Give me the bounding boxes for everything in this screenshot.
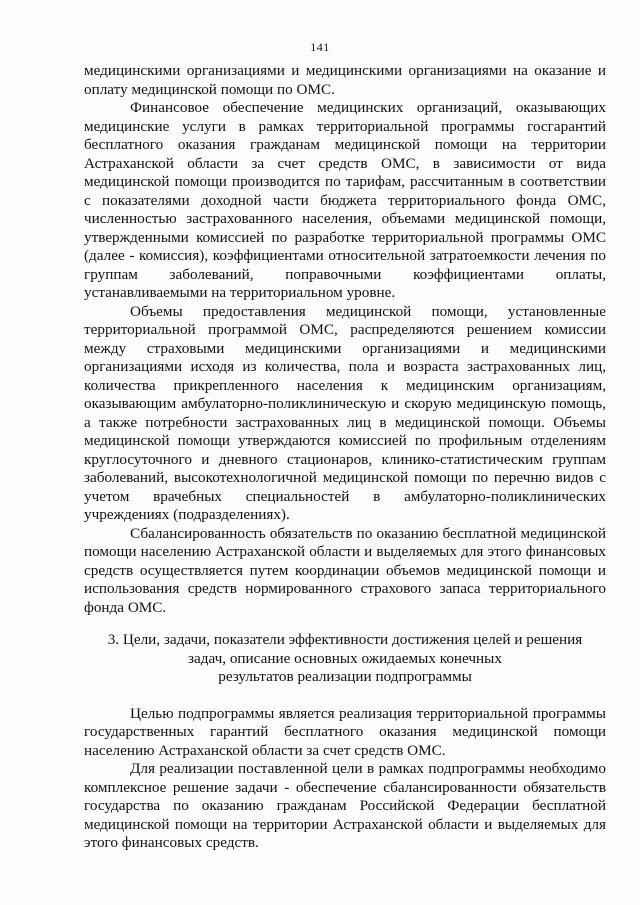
paragraph: Сбалансированность обязательств по оказанию бесплатной медицинской помощи населению Астраханской области и выделяемых для этого финансовых средств осуществляется путем координации объемов медицинской помощи и использования средств нормированного страхового запаса территориального фонда ОМС.: [84, 524, 606, 616]
section-heading-line: 3. Цели, задачи, показатели эффективности достижения целей и решения: [107, 631, 583, 648]
section-paragraph: Целью подпрограммы является реализация территориальной программы государственных гарантий бесплатного оказания медицинской помощи населению Астраханской области за счет средств ОМС.: [84, 704, 606, 759]
paragraph: Финансовое обеспечение медицинских организаций, оказывающих медицинские услуги в рамках территориальной программы госгарантий бесплатного оказания гражданам медицинской помощи на территории Астраханской области за счет средств ОМС, в зависимости от вида медицинской помощи производится по тарифам, рассчитанным в соответствии с показателями доходной части бюджета территориального фонда ОМС, численностью застрахованного населения, объемами медицинской помощи, утвержденными комиссией по разработке территориальной программы ОМС (далее - комиссия), коэффициентами относительной затратоемкости лечения по группам заболеваний, поправочными коэффициентами оплаты, устанавливаемыми на территориальном уровне.: [84, 99, 606, 301]
page-number: 141: [310, 40, 330, 54]
page-body: [84, 62, 606, 853]
section-paragraph: Для реализации поставленной цели в рамках подпрограммы необходимо комплексное решение задачи - обеспечение сбалансированности обязательств государства по оказанию гражданам Российской Федерации бесплатной медицинской помощи на территории Астраханской области и выделяемых для этого финансовых средств.: [84, 760, 606, 851]
paragraph: медицинскими организациями и медицинскими организациями на оказание и оплату медицинской помощи по ОМС.: [84, 62, 606, 98]
section-heading: [84, 631, 606, 687]
paragraph: Объемы предоставления медицинской помощи, установленные территориальной программой ОМС, распределяются решением комиссии между страховыми медицинскими организациями и медицинскими организациями исходя из количества, пола и возраста застрахованных лиц, количества прикрепленного населения к медицинским организациям, оказывающим амбулаторно-поликлиническую и скорую медицинскую помощь, а также потребности застрахованных лиц в медицинской помощи. Объемы медицинской помощи утверждаются комиссией по профильным отделениям круглосуточного и дневного стационаров, клинико-статистическим группам заболеваний, высокотехнологичной медицинской помощи по перечню видов с учетом врачебных специальностей в амбулаторно-поликлинических учреждениях (подразделениях).: [84, 302, 606, 523]
section-heading-line: задач, описание основных ожидаемых конечных: [188, 649, 502, 667]
section-heading-line: результатов реализации подпрограммы: [218, 668, 472, 685]
